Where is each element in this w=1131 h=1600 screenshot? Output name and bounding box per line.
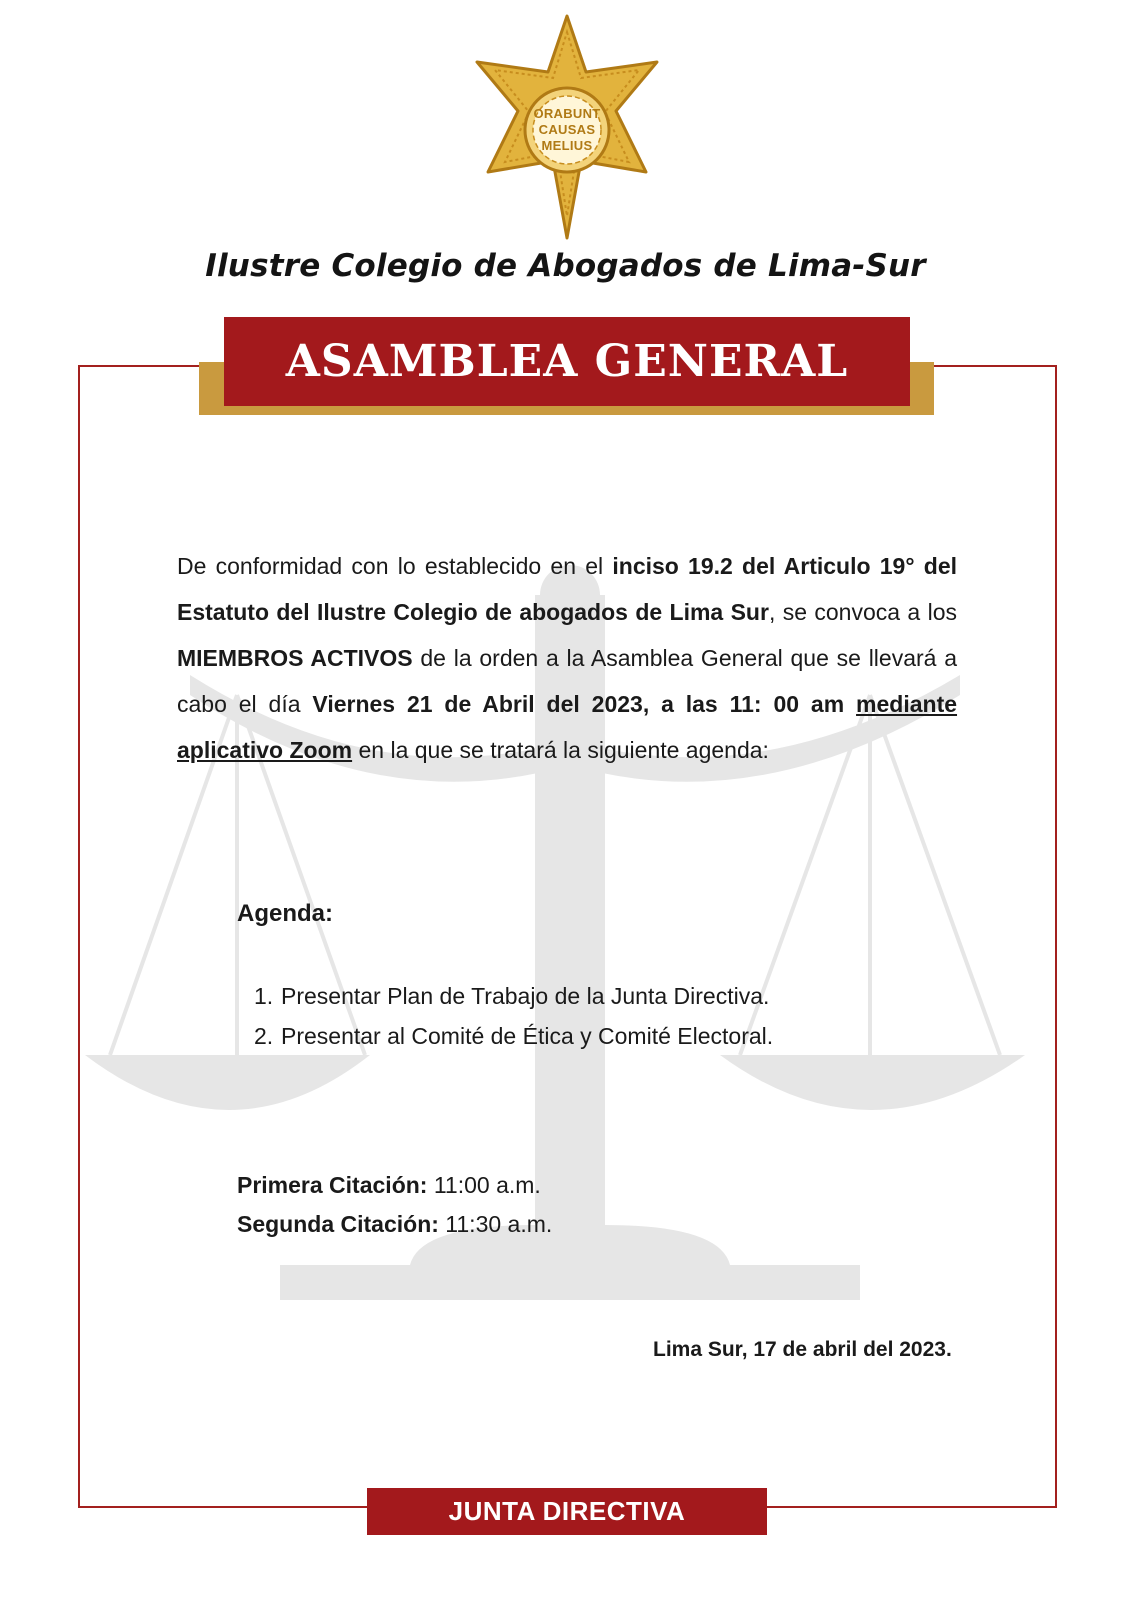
second-citation: Segunda Citación: 11:30 a.m. <box>237 1211 553 1237</box>
convocation-paragraph: De conformidad con lo establecido en el inciso 19.2 del Articulo 19° del Estatuto del Ilustre Colegio de abogados de Lima Sur, se convoca a los MIEMBROS ACTIVOS de la orden a la Asamblea General que se llevará a cabo el día Viernes 21 de Abril del 2023, a las 11: 00 am mediante aplicativo Zoom en la que se tratará la siguiente agenda: <box>177 553 958 763</box>
organization-title: Ilustre Colegio de Abogados de Lima-Sur <box>205 248 926 284</box>
zoom-link-text: mediante aplicativo Zoom <box>177 691 958 763</box>
agenda-title: Agenda: <box>237 900 333 927</box>
motto-line-1: ORABUNT <box>533 106 601 121</box>
agenda-list <box>254 976 773 1056</box>
list-item: 2. Presentar al Comité de Ética y Comité Electoral. <box>254 1023 774 1049</box>
motto-line-2: CAUSAS <box>538 122 596 137</box>
motto-line-3: MELIUS <box>541 138 593 153</box>
banner-title: ASAMBLEA GENERAL <box>224 317 910 406</box>
list-item: 1. Presentar Plan de Trabajo de la Junta Directiva. <box>254 983 770 1009</box>
place-date: Lima Sur, 17 de abril del 2023. <box>653 1338 952 1361</box>
footer-signature: JUNTA DIRECTIVA <box>367 1488 767 1535</box>
star-seal-logo <box>445 12 701 244</box>
first-citation: Primera Citación: 11:00 a.m. <box>237 1172 541 1198</box>
